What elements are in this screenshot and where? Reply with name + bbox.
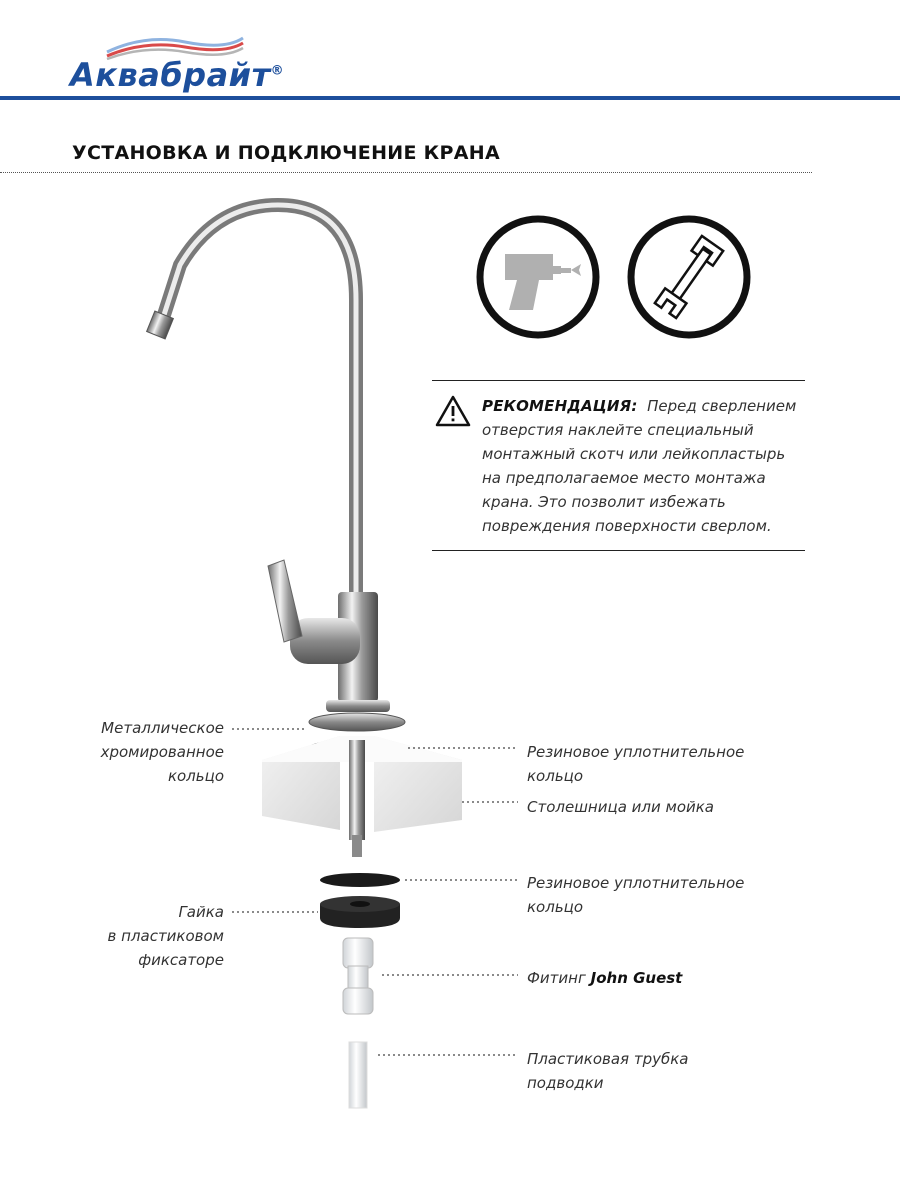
label-nut: Гайка в пластиковом фиксаторе: [107, 903, 224, 969]
label-fitting: Фитинг John Guest: [527, 969, 683, 987]
plastic-tube: [349, 1042, 367, 1108]
recommendation-heading: РЕКОМЕНДАЦИЯ:: [482, 397, 638, 415]
john-guest-fitting: [343, 938, 373, 1014]
metal-ring: [309, 713, 405, 731]
label-countertop: Столешница или мойка: [527, 798, 715, 816]
label-rubber-ring-top: Резиновое уплотнительное кольцо: [527, 743, 745, 785]
rubber-ring-bottom: [320, 873, 400, 887]
label-rubber-ring-bottom: Резиновое уплотнительное кольцо: [527, 874, 745, 916]
page-title: УСТАНОВКА И ПОДКЛЮЧЕНИЕ КРАНА: [72, 142, 500, 164]
label-metal-ring: Металлическое хромированное кольцо: [100, 719, 224, 785]
brand-name: Аквабрайт®: [70, 56, 285, 94]
label-tube: Пластиковая трубка подводки: [527, 1050, 689, 1092]
faucet-spout: [163, 205, 356, 596]
faucet-lever: [268, 560, 302, 642]
recommendation-text: РЕКОМЕНДАЦИЯ: Перед сверлением отверстия наклейте специальный монтажный скотч или лейкопластырь на предполагаемое место монтажа крана. Это позволит избежать повреждения поверхности сверлом.: [482, 397, 797, 535]
